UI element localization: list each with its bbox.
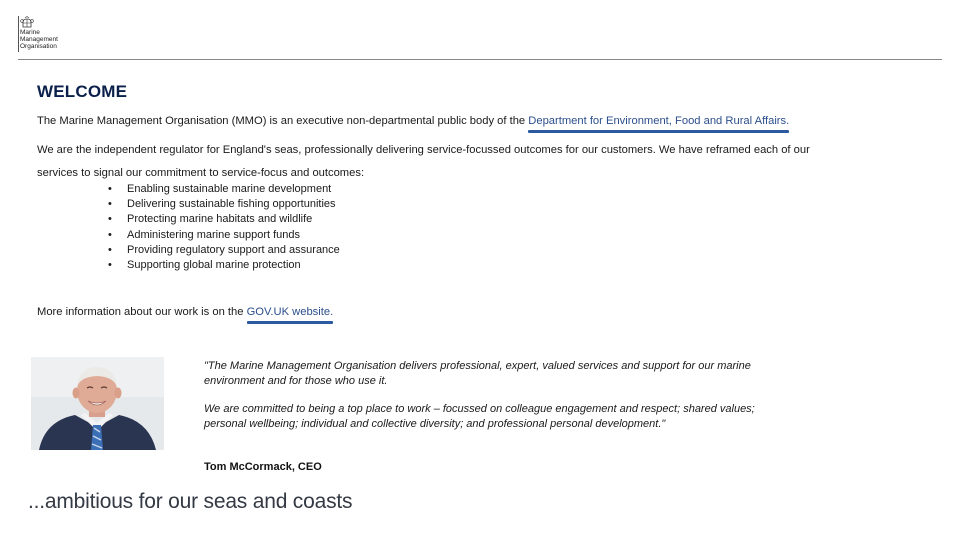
bullet-icon: •: [108, 243, 112, 256]
list-item: [108, 197, 340, 212]
logo-line: Marine: [20, 29, 40, 36]
quote-paragraph: "The Marine Management Organisation delivers professional, expert, valued services and support for our marine environment and for those who use it.: [204, 360, 751, 387]
list-item: [108, 182, 340, 197]
ceo-photo: [31, 357, 164, 450]
logo-line: Management: [20, 36, 58, 44]
ceo-portrait-image: [31, 357, 164, 450]
govuk-link-label: GOV.UK website.: [246, 306, 334, 318]
link-underline: [247, 321, 334, 324]
list-item: [108, 212, 340, 227]
list-item: [108, 228, 340, 243]
bullet-icon: •: [108, 198, 112, 211]
list-item-label: Protecting marine habitats and wildlife: [127, 213, 313, 226]
list-item-label: Delivering sustainable fishing opportunities: [127, 198, 336, 211]
list-item-label: Enabling sustainable marine development: [127, 183, 332, 195]
link-underline: [528, 130, 789, 133]
royal-crest-icon: [20, 16, 34, 28]
services-list: [108, 182, 340, 273]
more-info-paragraph: [37, 306, 333, 318]
mmo-logo[interactable]: [18, 16, 78, 54]
bullet-icon: •: [108, 183, 112, 195]
more-info-text: More information about our work is on the: [37, 306, 247, 318]
intro-paragraph: [37, 115, 789, 127]
list-item: [108, 243, 340, 258]
list-item-label: Supporting global marine protection: [127, 259, 301, 272]
defra-link-label: Department for Environment, Food and Rural Affairs.: [528, 115, 790, 127]
ceo-quote: [204, 359, 784, 445]
bullet-icon: •: [108, 228, 112, 241]
ceo-signature: Tom McCormack, CEO: [204, 461, 322, 473]
logo-divider: [18, 16, 19, 52]
header-divider: [18, 59, 942, 60]
regulator-paragraph-line1: We are the independent regulator for England's seas, professionally delivering service-focussed outcomes for our customers. We have reframed each of our: [37, 144, 810, 156]
intro-text: The Marine Management Organisation (MMO) is an executive non-departmental public body of the: [37, 115, 529, 127]
list-item-label: Administering marine support funds: [127, 228, 301, 241]
bullet-icon: •: [108, 259, 112, 272]
page-title: WELCOME: [37, 82, 128, 101]
logo-wordmark: [20, 29, 58, 51]
list-item-label: Providing regulatory support and assurance: [127, 243, 340, 256]
quote-paragraph: We are committed to being a top place to work – focussed on colleague engagement and respect; shared values; personal wellbeing; individual and collective diversity; and professional personal development.": [204, 403, 755, 430]
regulator-paragraph-line2: services to signal our commitment to service-focus and outcomes:: [37, 167, 365, 179]
govuk-link[interactable]: [247, 306, 334, 318]
logo-line: Organisation: [20, 43, 57, 51]
bullet-icon: •: [108, 213, 112, 226]
defra-link[interactable]: [528, 115, 789, 127]
list-item: [108, 258, 340, 273]
tagline: ...ambitious for our seas and coasts: [28, 490, 353, 513]
